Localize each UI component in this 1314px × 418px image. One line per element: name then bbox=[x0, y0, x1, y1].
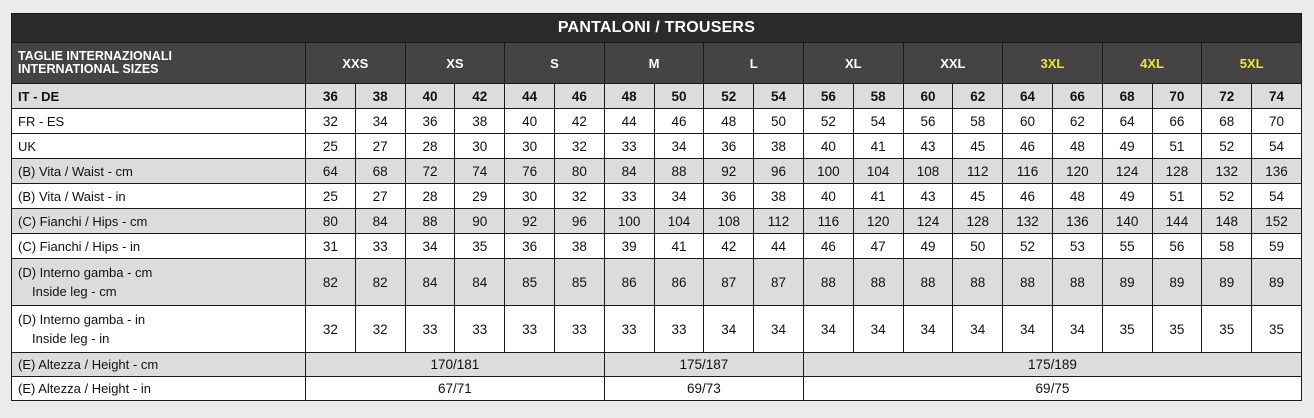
table-cell: 66 bbox=[1052, 84, 1102, 109]
table-row bbox=[12, 134, 1302, 159]
table-cell: 49 bbox=[1102, 184, 1152, 209]
size-3xl: 3XL bbox=[1003, 43, 1103, 84]
table-cell: 64 bbox=[306, 159, 356, 184]
table-cell: 34 bbox=[953, 306, 1003, 353]
table-cell: 32 bbox=[554, 184, 604, 209]
height-cell: 170/181 bbox=[306, 353, 605, 377]
table-cell: 136 bbox=[1052, 209, 1102, 234]
table-cell: 33 bbox=[455, 306, 505, 353]
table-row bbox=[12, 109, 1302, 134]
table-cell: 42 bbox=[554, 109, 604, 134]
table-cell: 41 bbox=[853, 184, 903, 209]
size-m: M bbox=[604, 43, 704, 84]
size-xs: XS bbox=[405, 43, 505, 84]
table-cell: 35 bbox=[1152, 306, 1202, 353]
table-cell: 45 bbox=[953, 134, 1003, 159]
table-cell: 88 bbox=[654, 159, 704, 184]
table-cell: 70 bbox=[1152, 84, 1202, 109]
table-cell: 34 bbox=[355, 109, 405, 134]
row-label-line-2: Inside leg - in bbox=[32, 331, 110, 346]
size-xxs: XXS bbox=[306, 43, 406, 84]
table-cell: 33 bbox=[604, 134, 654, 159]
table-cell: 48 bbox=[1052, 134, 1102, 159]
table-cell: 40 bbox=[505, 109, 555, 134]
table-cell: 52 bbox=[1202, 134, 1252, 159]
table-cell: 42 bbox=[455, 84, 505, 109]
table-row bbox=[12, 259, 1302, 306]
table-cell: 28 bbox=[405, 134, 455, 159]
table-cell: 89 bbox=[1252, 259, 1302, 306]
table-cell: 144 bbox=[1152, 209, 1202, 234]
table-cell: 54 bbox=[754, 84, 804, 109]
table-cell: 87 bbox=[754, 259, 804, 306]
size-5xl: 5XL bbox=[1202, 43, 1302, 84]
table-cell: 28 bbox=[405, 184, 455, 209]
row-label: (E) Altezza / Height - in bbox=[12, 377, 306, 401]
table-cell: 40 bbox=[405, 84, 455, 109]
table-cell: 84 bbox=[405, 259, 455, 306]
table-cell: 52 bbox=[704, 84, 754, 109]
table-cell: 132 bbox=[1003, 209, 1053, 234]
table-cell: 80 bbox=[306, 209, 356, 234]
table-cell: 38 bbox=[754, 184, 804, 209]
table-cell: 82 bbox=[355, 259, 405, 306]
height-cell: 175/187 bbox=[604, 353, 803, 377]
row-label-line-2: Inside leg - cm bbox=[32, 284, 117, 299]
table-cell: 29 bbox=[455, 184, 505, 209]
table-cell: 33 bbox=[604, 184, 654, 209]
table-cell: 44 bbox=[604, 109, 654, 134]
table-cell: 86 bbox=[604, 259, 654, 306]
table-cell: 72 bbox=[1202, 84, 1252, 109]
row-label bbox=[12, 259, 306, 306]
table-cell: 25 bbox=[306, 134, 356, 159]
table-cell: 33 bbox=[505, 306, 555, 353]
table-cell: 60 bbox=[903, 84, 953, 109]
table-cell: 132 bbox=[1202, 159, 1252, 184]
row-label: FR - ES bbox=[12, 109, 306, 134]
table-cell: 38 bbox=[554, 234, 604, 259]
table-cell: 58 bbox=[1202, 234, 1252, 259]
table-cell: 34 bbox=[654, 184, 704, 209]
table-cell: 76 bbox=[505, 159, 555, 184]
table-cell: 53 bbox=[1052, 234, 1102, 259]
table-cell: 34 bbox=[1003, 306, 1053, 353]
table-cell: 27 bbox=[355, 134, 405, 159]
table-cell: 72 bbox=[405, 159, 455, 184]
table-cell: 52 bbox=[803, 109, 853, 134]
table-cell: 86 bbox=[654, 259, 704, 306]
table-cell: 128 bbox=[1152, 159, 1202, 184]
table-cell: 32 bbox=[306, 306, 356, 353]
table-cell: 120 bbox=[853, 209, 903, 234]
table-cell: 88 bbox=[903, 259, 953, 306]
table-cell: 85 bbox=[505, 259, 555, 306]
row-label: (C) Fianchi / Hips - cm bbox=[12, 209, 306, 234]
table-cell: 43 bbox=[903, 134, 953, 159]
table-cell: 66 bbox=[1152, 109, 1202, 134]
table-cell: 45 bbox=[953, 184, 1003, 209]
table-cell: 33 bbox=[405, 306, 455, 353]
table-cell: 84 bbox=[455, 259, 505, 306]
table-cell: 152 bbox=[1252, 209, 1302, 234]
size-xl: XL bbox=[803, 43, 903, 84]
table-title: PANTALONI / TROUSERS bbox=[12, 14, 1302, 43]
table-cell: 88 bbox=[803, 259, 853, 306]
size-header-row bbox=[12, 43, 1302, 84]
table-cell: 44 bbox=[505, 84, 555, 109]
international-sizes-label bbox=[12, 43, 306, 84]
table-cell: 92 bbox=[704, 159, 754, 184]
table-cell: 80 bbox=[554, 159, 604, 184]
size-table bbox=[11, 13, 1302, 401]
table-cell: 50 bbox=[754, 109, 804, 134]
table-cell: 30 bbox=[455, 134, 505, 159]
table-cell: 34 bbox=[754, 306, 804, 353]
table-cell: 46 bbox=[1003, 134, 1053, 159]
table-cell: 100 bbox=[604, 209, 654, 234]
row-label: (E) Altezza / Height - cm bbox=[12, 353, 306, 377]
table-cell: 35 bbox=[1252, 306, 1302, 353]
table-cell: 44 bbox=[754, 234, 804, 259]
table-cell: 35 bbox=[1102, 306, 1152, 353]
table-cell: 87 bbox=[704, 259, 754, 306]
table-cell: 27 bbox=[355, 184, 405, 209]
row-label: (B) Vita / Waist - cm bbox=[12, 159, 306, 184]
table-cell: 49 bbox=[903, 234, 953, 259]
table-cell: 35 bbox=[455, 234, 505, 259]
table-cell: 96 bbox=[754, 159, 804, 184]
table-cell: 32 bbox=[306, 109, 356, 134]
table-cell: 32 bbox=[554, 134, 604, 159]
table-cell: 104 bbox=[654, 209, 704, 234]
height-cell: 67/71 bbox=[306, 377, 605, 401]
table-cell: 89 bbox=[1152, 259, 1202, 306]
table-cell: 68 bbox=[355, 159, 405, 184]
table-cell: 46 bbox=[803, 234, 853, 259]
table-cell: 56 bbox=[1152, 234, 1202, 259]
table-cell: 48 bbox=[704, 109, 754, 134]
table-cell: 33 bbox=[654, 306, 704, 353]
table-cell: 46 bbox=[654, 109, 704, 134]
table-cell: 43 bbox=[903, 184, 953, 209]
table-cell: 36 bbox=[405, 109, 455, 134]
row-label: (C) Fianchi / Hips - in bbox=[12, 234, 306, 259]
table-cell: 64 bbox=[1003, 84, 1053, 109]
table-cell: 74 bbox=[1252, 84, 1302, 109]
table-cell: 68 bbox=[1102, 84, 1152, 109]
table-cell: 56 bbox=[903, 109, 953, 134]
table-cell: 88 bbox=[1003, 259, 1053, 306]
table-cell: 100 bbox=[803, 159, 853, 184]
table-cell: 31 bbox=[306, 234, 356, 259]
table-cell: 148 bbox=[1202, 209, 1252, 234]
table-cell: 84 bbox=[355, 209, 405, 234]
table-cell: 34 bbox=[704, 306, 754, 353]
table-cell: 36 bbox=[505, 234, 555, 259]
table-cell: 38 bbox=[355, 84, 405, 109]
table-cell: 39 bbox=[604, 234, 654, 259]
table-cell: 33 bbox=[554, 306, 604, 353]
table-cell: 34 bbox=[903, 306, 953, 353]
label-line-1: TAGLIE INTERNAZIONALI bbox=[18, 49, 172, 63]
table-row bbox=[12, 353, 1302, 377]
table-cell: 46 bbox=[1003, 184, 1053, 209]
table-cell: 89 bbox=[1102, 259, 1152, 306]
size-l: L bbox=[704, 43, 804, 84]
table-cell: 112 bbox=[754, 209, 804, 234]
table-row bbox=[12, 234, 1302, 259]
table-cell: 30 bbox=[505, 134, 555, 159]
table-row bbox=[12, 209, 1302, 234]
size-4xl: 4XL bbox=[1102, 43, 1202, 84]
table-cell: 36 bbox=[704, 134, 754, 159]
table-cell: 54 bbox=[853, 109, 903, 134]
table-cell: 34 bbox=[803, 306, 853, 353]
table-cell: 51 bbox=[1152, 134, 1202, 159]
table-cell: 82 bbox=[306, 259, 356, 306]
table-cell: 48 bbox=[1052, 184, 1102, 209]
table-cell: 88 bbox=[953, 259, 1003, 306]
height-cell: 175/189 bbox=[803, 353, 1301, 377]
row-label-line-1: (D) Interno gamba - in bbox=[18, 312, 146, 327]
height-cell: 69/73 bbox=[604, 377, 803, 401]
table-cell: 108 bbox=[903, 159, 953, 184]
table-cell: 50 bbox=[953, 234, 1003, 259]
table-cell: 116 bbox=[803, 209, 853, 234]
table-cell: 89 bbox=[1202, 259, 1252, 306]
table-cell: 30 bbox=[505, 184, 555, 209]
table-cell: 40 bbox=[803, 184, 853, 209]
table-cell: 120 bbox=[1052, 159, 1102, 184]
table-cell: 49 bbox=[1102, 134, 1152, 159]
table-cell: 34 bbox=[1052, 306, 1102, 353]
table-cell: 112 bbox=[953, 159, 1003, 184]
label-line-2: INTERNATIONAL SIZES bbox=[18, 62, 159, 76]
table-cell: 58 bbox=[953, 109, 1003, 134]
table-cell: 54 bbox=[1252, 184, 1302, 209]
table-cell: 52 bbox=[1202, 184, 1252, 209]
table-cell: 96 bbox=[554, 209, 604, 234]
table-cell: 46 bbox=[554, 84, 604, 109]
table-cell: 55 bbox=[1102, 234, 1152, 259]
table-cell: 50 bbox=[654, 84, 704, 109]
table-cell: 35 bbox=[1202, 306, 1252, 353]
row-label: IT - DE bbox=[12, 84, 306, 109]
table-cell: 25 bbox=[306, 184, 356, 209]
table-cell: 34 bbox=[405, 234, 455, 259]
table-cell: 88 bbox=[853, 259, 903, 306]
row-label bbox=[12, 306, 306, 353]
table-cell: 90 bbox=[455, 209, 505, 234]
table-row bbox=[12, 306, 1302, 353]
row-label: (B) Vita / Waist - in bbox=[12, 184, 306, 209]
table-cell: 124 bbox=[903, 209, 953, 234]
table-cell: 38 bbox=[455, 109, 505, 134]
table-cell: 68 bbox=[1202, 109, 1252, 134]
table-cell: 34 bbox=[654, 134, 704, 159]
table-cell: 60 bbox=[1003, 109, 1053, 134]
table-cell: 74 bbox=[455, 159, 505, 184]
table-cell: 128 bbox=[953, 209, 1003, 234]
table-cell: 124 bbox=[1102, 159, 1152, 184]
table-cell: 52 bbox=[1003, 234, 1053, 259]
table-cell: 51 bbox=[1152, 184, 1202, 209]
table-cell: 84 bbox=[604, 159, 654, 184]
height-cell: 69/75 bbox=[803, 377, 1301, 401]
table-cell: 42 bbox=[704, 234, 754, 259]
table-cell: 38 bbox=[754, 134, 804, 159]
table-cell: 85 bbox=[554, 259, 604, 306]
table-row bbox=[12, 84, 1302, 109]
table-cell: 104 bbox=[853, 159, 903, 184]
table-cell: 59 bbox=[1252, 234, 1302, 259]
table-cell: 47 bbox=[853, 234, 903, 259]
table-cell: 136 bbox=[1252, 159, 1302, 184]
table-cell: 33 bbox=[604, 306, 654, 353]
table-cell: 62 bbox=[1052, 109, 1102, 134]
row-label: UK bbox=[12, 134, 306, 159]
table-cell: 64 bbox=[1102, 109, 1152, 134]
table-cell: 36 bbox=[306, 84, 356, 109]
table-cell: 56 bbox=[803, 84, 853, 109]
table-cell: 58 bbox=[853, 84, 903, 109]
size-chart bbox=[11, 13, 1301, 401]
table-row bbox=[12, 184, 1302, 209]
table-cell: 54 bbox=[1252, 134, 1302, 159]
table-cell: 88 bbox=[1052, 259, 1102, 306]
table-cell: 108 bbox=[704, 209, 754, 234]
table-cell: 88 bbox=[405, 209, 455, 234]
table-cell: 34 bbox=[853, 306, 903, 353]
table-cell: 92 bbox=[505, 209, 555, 234]
table-cell: 40 bbox=[803, 134, 853, 159]
table-cell: 36 bbox=[704, 184, 754, 209]
size-xxl: XXL bbox=[903, 43, 1003, 84]
table-cell: 33 bbox=[355, 234, 405, 259]
table-cell: 62 bbox=[953, 84, 1003, 109]
table-row bbox=[12, 159, 1302, 184]
table-cell: 70 bbox=[1252, 109, 1302, 134]
table-cell: 32 bbox=[355, 306, 405, 353]
row-label-line-1: (D) Interno gamba - cm bbox=[18, 265, 153, 280]
table-row bbox=[12, 377, 1302, 401]
table-cell: 41 bbox=[654, 234, 704, 259]
size-s: S bbox=[505, 43, 605, 84]
table-cell: 116 bbox=[1003, 159, 1053, 184]
table-cell: 41 bbox=[853, 134, 903, 159]
table-cell: 140 bbox=[1102, 209, 1152, 234]
table-cell: 48 bbox=[604, 84, 654, 109]
